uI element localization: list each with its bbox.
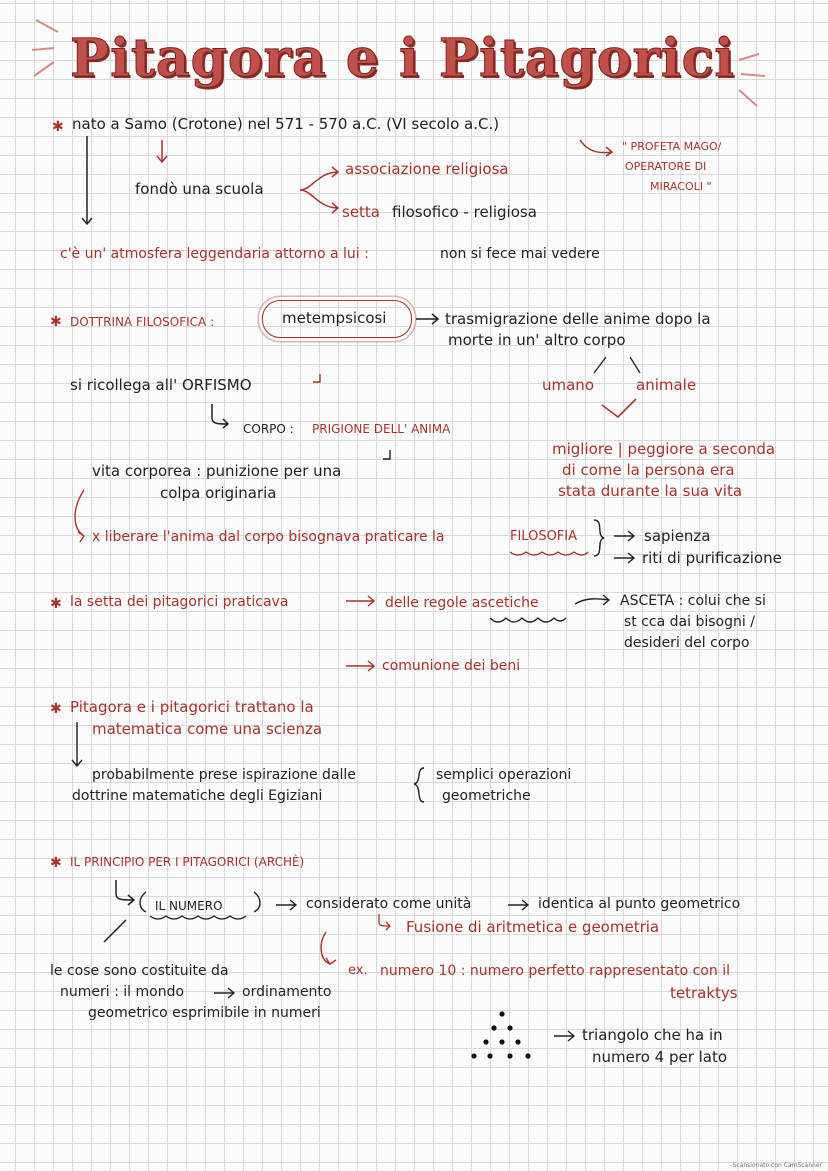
sec4-line-1: Pitagora e i pitagorici trattano la xyxy=(70,698,314,716)
hook-arrow-icon xyxy=(208,404,238,428)
vita-line-1: vita corporea : punizione per una xyxy=(92,462,342,480)
right-arrow-icon xyxy=(614,530,640,542)
pointer-line-icon xyxy=(100,918,130,944)
cose-line-2a: numeri : il mondo xyxy=(60,984,185,1000)
principio-heading: IL PRINCIPIO PER I PITAGORICI (ARCHÈ) xyxy=(70,855,305,869)
brace-icon xyxy=(592,518,608,558)
assoc-text: associazione religiosa xyxy=(345,160,509,178)
prophet-line-2: OPERATORE DI xyxy=(625,160,707,173)
tetraktys-dots-icon xyxy=(466,1008,538,1066)
triangolo-line-1: triangolo che ha in xyxy=(582,1026,723,1044)
bullet-star-icon: ✱ xyxy=(50,855,62,871)
setta-label: setta xyxy=(342,203,380,221)
branch-arrows-icon xyxy=(298,162,348,218)
filosofia-text: FILOSOFIA xyxy=(510,529,578,544)
identica-text: identica al punto geometrico xyxy=(538,896,741,912)
doctrine-heading: DOTTRINA FILOSOFICA : xyxy=(70,315,215,329)
corpo-label: CORPO : xyxy=(243,422,294,436)
small-arrow-icon xyxy=(380,448,396,464)
underline-wave-icon xyxy=(508,548,590,558)
regole-text: delle regole ascetiche xyxy=(385,595,539,611)
sec4-line-2: matematica come una scienza xyxy=(92,720,323,738)
asceta-line-2: st cca dai bisogni / xyxy=(624,614,755,630)
semplici-line-2: geometriche xyxy=(442,788,531,804)
vita-line-2: colpa originaria xyxy=(160,484,277,502)
ex-label: ex. xyxy=(348,963,368,978)
bullet-star-icon: ✱ xyxy=(52,119,64,135)
title-deco-left-icon xyxy=(30,14,70,74)
migliore-line-2: di come la persona era xyxy=(562,461,735,479)
small-arrow-icon xyxy=(310,372,324,386)
umano-text: umano xyxy=(542,376,594,394)
transmig-line-2: morte in un' altro corpo xyxy=(448,331,626,349)
semplici-line-1: semplici operazioni xyxy=(436,767,572,783)
prob-line-1: probabilmente prese ispirazione dalle xyxy=(92,767,356,783)
cose-line-2b: ordinamento xyxy=(242,984,332,1000)
asceta-line-3: desideri del corpo xyxy=(624,635,750,651)
right-arrow-icon xyxy=(575,594,615,608)
comunione-text: comunione dei beni xyxy=(382,658,521,674)
prigione-text: PRIGIONE DELL' ANIMA xyxy=(312,422,451,436)
underline-wave-icon xyxy=(488,614,568,626)
right-arrow-icon xyxy=(614,552,640,564)
numero-text: IL NUMERO xyxy=(155,899,223,913)
prophet-line-3: MIRACOLI " xyxy=(650,180,712,193)
birth-text: nato a Samo (Crotone) nel 571 - 570 a.C. (VI secolo a.C.) xyxy=(72,115,500,133)
transmig-line-1: trasmigrazione delle anime dopo la xyxy=(445,310,711,328)
fusione-text: Fusione di aritmetica e geometria xyxy=(406,918,660,936)
right-arrow-icon xyxy=(346,660,380,672)
brace-icon xyxy=(412,766,428,804)
founded-text: fondò una scuola xyxy=(135,180,264,198)
orfismo-text: si ricollega all' ORFISMO xyxy=(70,376,252,394)
asceta-line-1: ASCETA : colui che si xyxy=(620,593,766,609)
cose-line-1: le cose sono costituite da xyxy=(50,963,229,979)
triangolo-line-2: numero 4 per lato xyxy=(592,1048,728,1066)
migliore-line-1: migliore | peggiore a seconda xyxy=(552,440,776,458)
riti-text: riti di purificazione xyxy=(642,549,782,567)
liberare-text: x liberare l'anima dal corpo bisognava praticare la xyxy=(92,529,445,545)
curve-arrow-icon xyxy=(316,930,346,974)
never-seen-text: non si fece mai vedere xyxy=(440,246,600,262)
right-arrow-icon xyxy=(508,899,534,911)
atmosphere-text: c'è un' atmosfera leggendaria attorno a lui : xyxy=(60,246,369,262)
setta-rest: filosofico - religiosa xyxy=(392,203,537,221)
scanner-footer: Scansionato con CamScanner xyxy=(732,1162,822,1169)
right-arrow-icon xyxy=(214,987,240,999)
curve-arrow-icon xyxy=(578,138,618,158)
down-arrow-icon xyxy=(155,140,169,166)
bullet-star-icon: ✱ xyxy=(50,596,62,612)
bullet-star-icon: ✱ xyxy=(50,701,62,717)
setta-pitagorici-text: la setta dei pitagorici praticava xyxy=(70,594,289,610)
metempsicosi-text: metempsicosi xyxy=(282,309,387,327)
right-arrow-icon xyxy=(276,899,302,911)
right-arrow-icon xyxy=(416,313,442,325)
hook-arrow-icon xyxy=(376,914,400,932)
right-arrow-icon xyxy=(554,1030,580,1042)
migliore-line-3: stata durante la sua vita xyxy=(558,482,743,500)
sapienza-text: sapienza xyxy=(644,527,711,545)
numero10-text: numero 10 : numero perfetto rappresentato con il xyxy=(380,963,731,979)
bullet-star-icon: ✱ xyxy=(50,314,62,330)
animale-text: animale xyxy=(636,376,697,394)
page-title: Pitagora e i Pitagorici xyxy=(70,28,736,89)
considerato-text: considerato come unità xyxy=(306,896,472,912)
long-down-arrow-icon xyxy=(80,136,94,230)
tetraktys-text: tetraktys xyxy=(670,984,738,1002)
down-arrow-icon xyxy=(70,722,84,772)
cose-line-3: geometrico esprimibile in numeri xyxy=(88,1005,321,1021)
right-arrow-icon xyxy=(346,595,380,607)
prophet-line-1: " PROFETA MAGO/ xyxy=(622,140,722,153)
title-deco-right-icon xyxy=(735,50,775,110)
curve-arrow-icon xyxy=(70,488,94,558)
prob-line-2: dottrine matematiche degli Egiziani xyxy=(72,788,323,804)
